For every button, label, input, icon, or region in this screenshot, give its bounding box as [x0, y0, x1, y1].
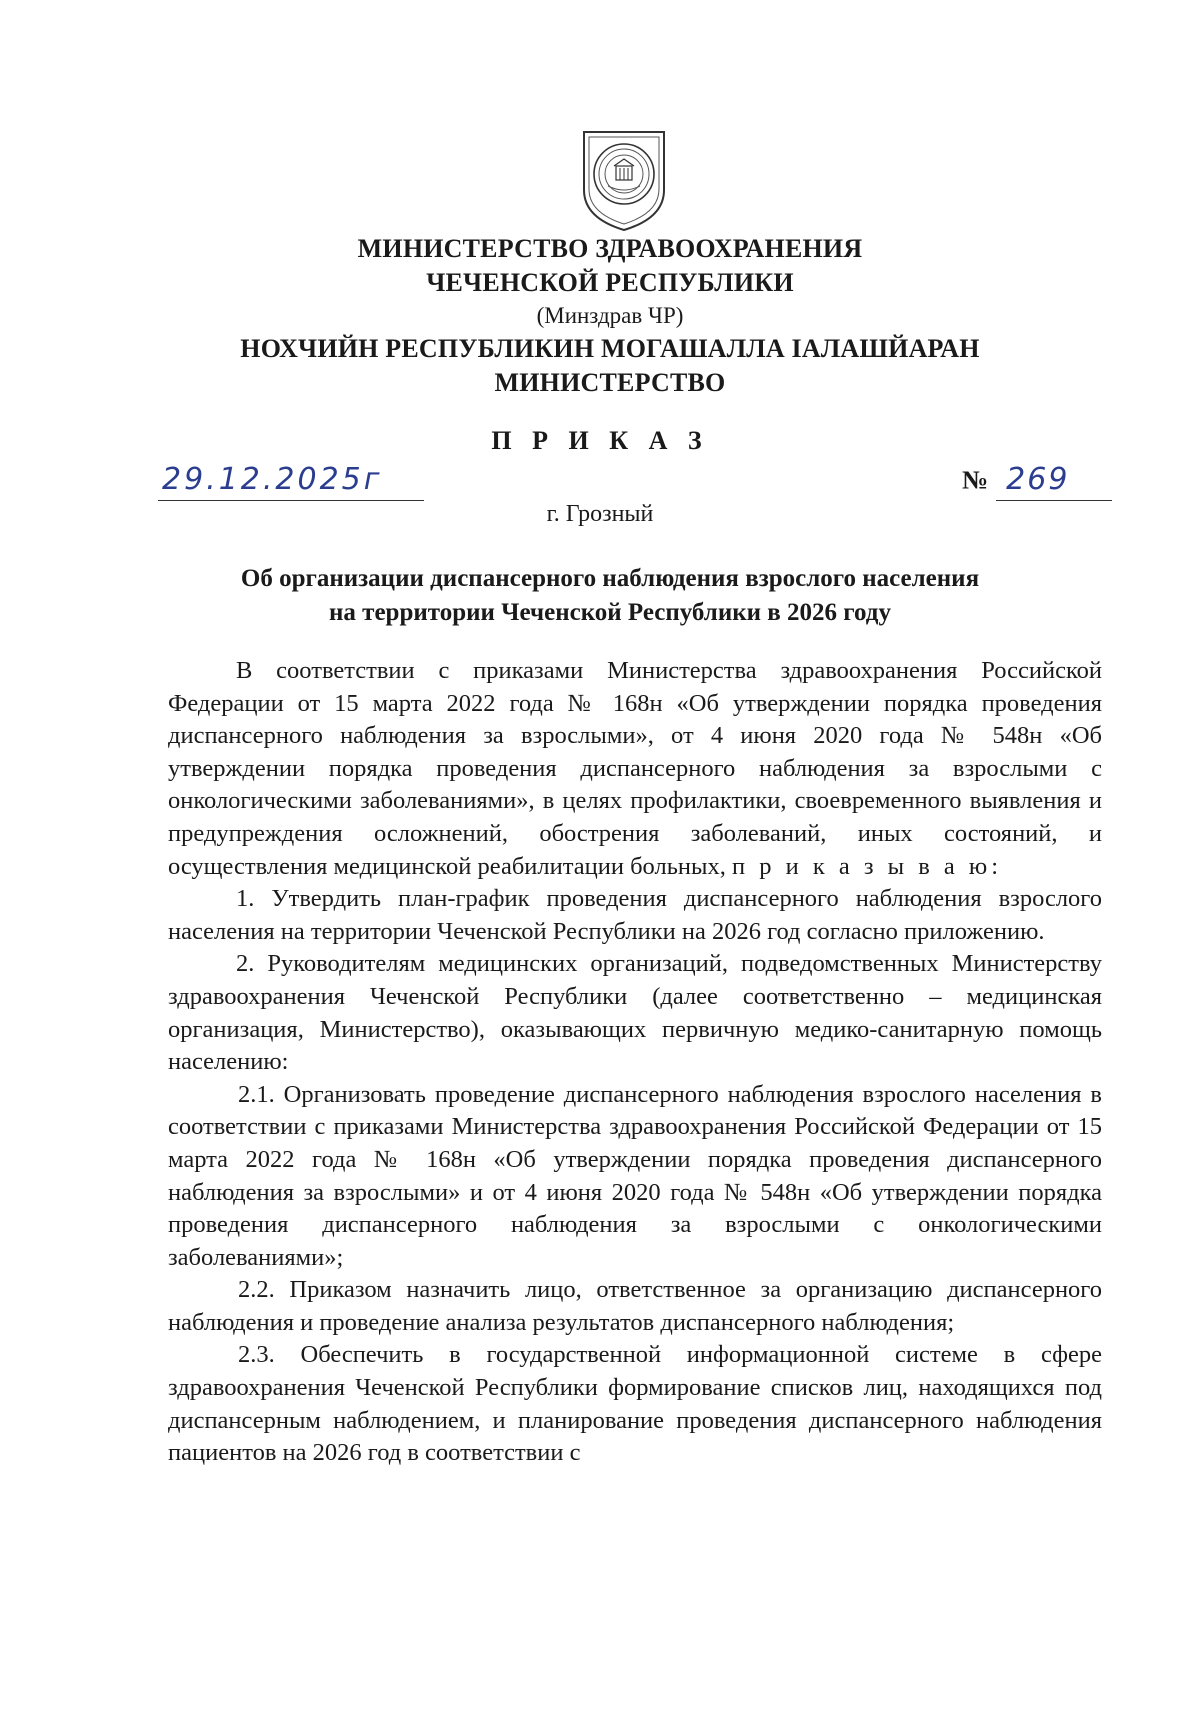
order-number-block [962, 460, 1112, 500]
intro-paragraph [168, 655, 1102, 883]
paragraph-2-2: 2.2. Приказом назначить лицо, ответственное за организацию диспансерного наблюдения и проведение анализа результатов диспансерного наблюдения; [168, 1276, 1102, 1336]
order-date: 29.12.2025г [158, 460, 424, 501]
order-title-line1: Об организации диспансерного наблюдения взрослого населения [240, 565, 980, 592]
ministry-name-line1: МИНИСТЕРСТВО ЗДРАВООХРАНЕНИЯ [357, 234, 863, 263]
intro-text: В соответствии с приказами Министерства здравоохранения Российской Федерации от 15 марта 2022 года № 168н «Об утверждении порядка проведения диспансерного наблюдения за взрослыми», от 4 июня 2020 года № 548н «Об утверждении порядка проведения диспансерного наблюдения за взрослыми с онкологическими заболеваниями», в целях профилактики, своевременного выявления и предупреждения осложнений, обострения заболеваний, иных состояний, и осуществления медицинской реабилитации больных, [168, 657, 1102, 880]
ministry-abbreviation: (Минздрав ЧР) [536, 303, 684, 328]
paragraph-1: 1. Утвердить план-график проведения диспансерного наблюдения взрослого населения на территории Чеченской Республики на 2026 год согласно приложению. [168, 885, 1102, 945]
ministry-header [150, 232, 1070, 400]
order-city: г. Грозный [546, 501, 654, 527]
ministry-name-line2: ЧЕЧЕНСКОЙ РЕСПУБЛИКИ [426, 268, 794, 297]
ministry-name-chechen-line1: НОХЧИЙН РЕСПУБЛИКИН МОГАШАЛЛА ІАЛАШЙАРАН [240, 334, 980, 363]
ministry-name-chechen-line2: МИНИСТЕРСТВО [494, 368, 726, 397]
order-number: 269 [996, 460, 1112, 501]
command-word: п р и к а з ы в а ю: [731, 852, 1003, 880]
paragraph-2: 2. Руководителям медицинских организаций, подведомственных Министерству здравоохранения Чеченской Республики (далее соответственно – медицинская организация, Министерство), оказывающих первичную медико-санитарную помощь населению: [168, 950, 1102, 1076]
order-title [150, 562, 1070, 630]
order-body [168, 655, 1102, 1470]
coat-of-arms-emblem [578, 128, 670, 232]
paragraph-2-3: 2.3. Обеспечить в государственной информационной системе в сфере здравоохранения Чеченской Республики формирование списков лиц, находящихся под диспансерным наблюдением, и планирование проведения диспансерного наблюдения пациентов на 2026 год в соответствии с [168, 1341, 1102, 1467]
order-title-line2: на территории Чеченской Республики в 2026 году [329, 599, 891, 626]
document-type: П Р И К А З [491, 426, 709, 455]
paragraph-2-1: 2.1. Организовать проведение диспансерного наблюдения взрослого населения в соответствии с приказами Министерства здравоохранения Российской Федерации от 15 марта 2022 года № 168н «Об утверждении порядка проведения диспансерного наблюдения за взрослыми» и от 4 июня 2020 года № 548н «Об утверждении порядка проведения диспансерного наблюдения за взрослыми с онкологическими заболеваниями»; [168, 1080, 1102, 1271]
number-sign: № [962, 465, 989, 495]
